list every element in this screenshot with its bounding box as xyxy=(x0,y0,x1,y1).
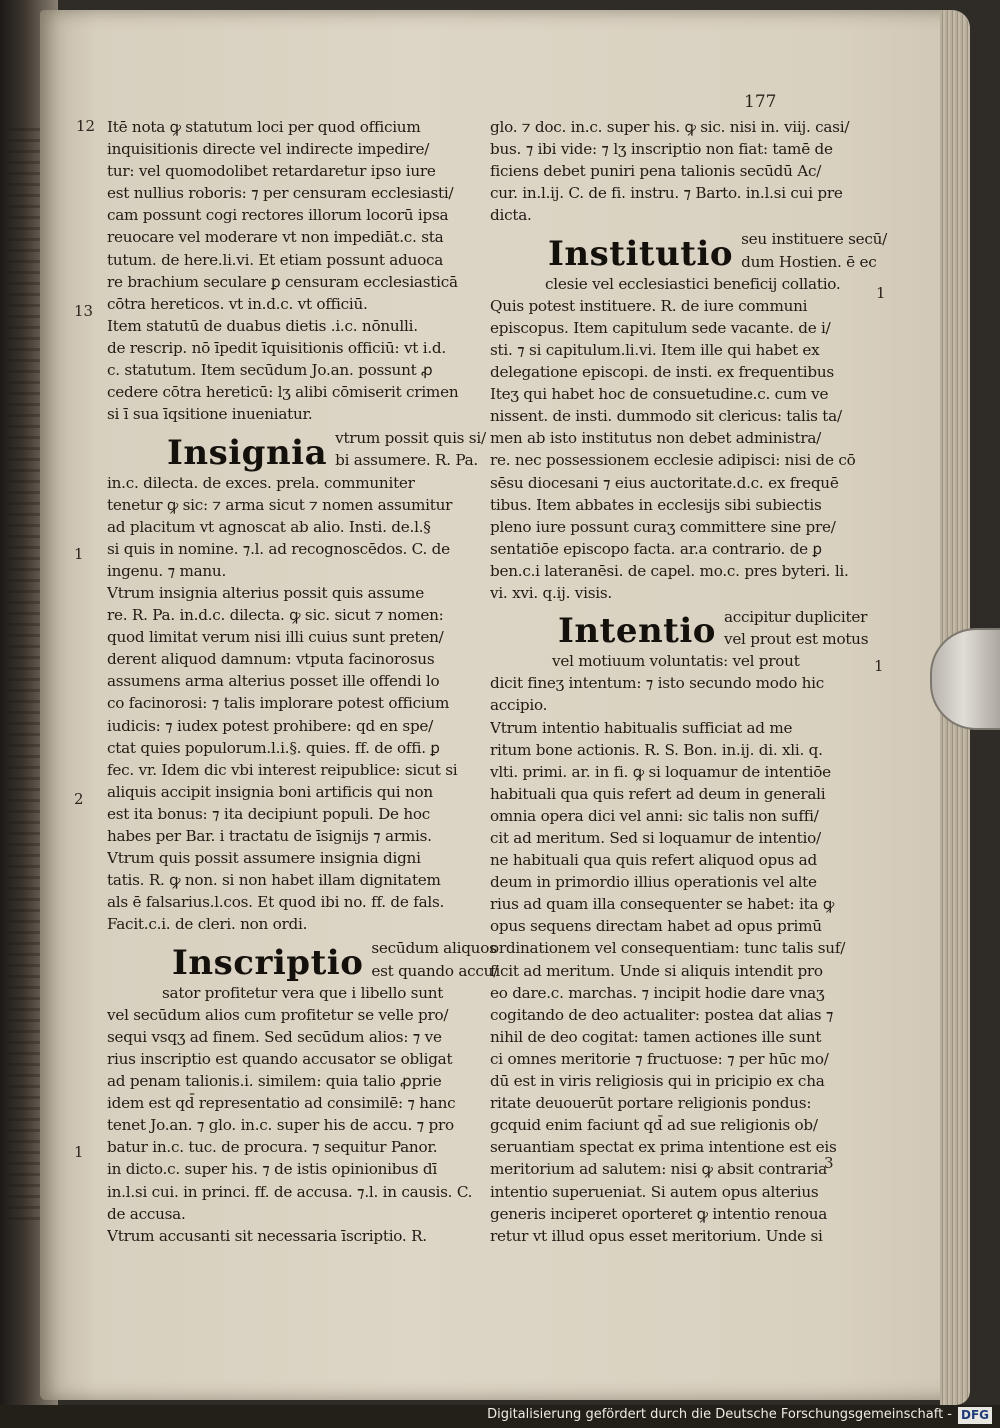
right-top-body xyxy=(490,116,862,226)
text-line: sentatiōe episcopo facta. ar.a contrario. de ꝑ xyxy=(490,539,822,558)
footer-credit-text: Digitalisierung gefördert durch die Deutsche Forschungsgemeinschaft - xyxy=(487,1407,952,1422)
insignia-body xyxy=(107,472,472,582)
text-line: co facinorosi: ⁊ talis implorare potest officium xyxy=(107,694,450,713)
inscriptio-body xyxy=(107,982,472,1225)
text-line: men ab isto institutus non debet administra/ xyxy=(490,429,822,448)
text-line: nissent. de insti. dummodo sit clericus: talis ta/ xyxy=(490,407,842,426)
text-line: deum in primordio illius operationis vel alte xyxy=(490,873,817,892)
text-line: rius inscriptio est quando accusator se obligat xyxy=(107,1049,453,1068)
paragraph-utrum-accusanti xyxy=(107,1225,472,1247)
text-line: ctat quies populorum.l.i.§. quies. ff. de offi. ꝑ xyxy=(107,738,440,757)
text-line: in dicto.c. super his. ⁊ de istis opinionibus dī xyxy=(107,1160,437,1179)
text-line: vel secūdum alios cum profitetur se velle pro/ xyxy=(107,1005,449,1024)
text-line: ordinationem vel consequentiam: tunc talis suf/ xyxy=(490,939,846,958)
text-line: ficiens debet puniri pena talionis secūdū Ac/ xyxy=(490,162,822,181)
text-line: Itē nota ꝙ statutum loci per quod officium xyxy=(107,118,421,136)
margin-number-1b: 1 xyxy=(74,1143,84,1161)
text-line: est ita bonus: ⁊ ita decipiunt populi. De hoc xyxy=(107,804,431,823)
text-line: cit ad meritum. Sed si loquamur de intentio/ xyxy=(490,829,821,847)
text-line: bi assumere. R. Pa. xyxy=(335,451,479,470)
text-line: de accusa. xyxy=(107,1204,186,1223)
heading-word: Institutio xyxy=(548,233,734,274)
text-line: tenet Jo.an. ⁊ glo. in.c. super his de accu. ⁊ pro xyxy=(107,1116,454,1135)
text-line: in.l.si cui. in princi. ff. de accusa. ⁊.l. in causis. C. xyxy=(107,1182,472,1201)
paragraph-utrum-insignia xyxy=(107,582,472,847)
text-line: omnia opera dici vel anni: sic talis non suffi/ xyxy=(490,806,819,825)
intentio-body xyxy=(490,650,862,716)
text-line: tutum. de here.li.vi. Et etiam possunt aduoca xyxy=(107,250,444,269)
text-line: de rescrip. nō īpedit īquisitionis officiū: vt i.d. xyxy=(107,338,446,357)
text-line: intentio superueniat. Si autem opus alterius xyxy=(490,1182,819,1201)
text-line: accipio. xyxy=(490,696,548,715)
heading-side-text xyxy=(371,937,498,981)
text-line: gcquid enim faciunt qd̄ ad sue religionis ob/ xyxy=(490,1116,818,1135)
text-line: rius ad quam illa consequenter se habet: ita ꝙ xyxy=(490,895,834,914)
text-line: dū est in viris religiosis qui in pricipio ex cha xyxy=(490,1072,825,1091)
heading-institutio xyxy=(490,228,888,274)
text-line: sator profitetur vera que i libello sunt xyxy=(162,983,444,1002)
signature-mark: 3 xyxy=(824,1154,834,1172)
text-line: accipitur dupliciter xyxy=(723,608,868,627)
text-line: derent aliquod damnum: vtputa facinorosus xyxy=(107,650,435,669)
text-line: si ī sua īqsitione inueniatur. xyxy=(107,405,313,424)
text-line: sequi vsqʒ ad finem. Sed secūdum alios: ⁊ ve xyxy=(107,1027,442,1046)
text-line: Item statutū de duabus dietis .i.c. nōnulli. xyxy=(107,316,418,335)
heading-side-text xyxy=(335,427,486,471)
text-line: vi. xvi. q.ij. visis. xyxy=(490,583,612,602)
text-line: ci omnes meritorie ⁊ fructuose: ⁊ per hūc mo/ xyxy=(490,1049,829,1068)
text-line: episcopus. Item capitulum sede vacante. de i/ xyxy=(490,318,831,337)
text-line: ficit ad meritum. Unde si aliquis intendit pro xyxy=(490,961,823,980)
heading-intentio xyxy=(490,606,869,652)
text-line: assumens arma alterius posset ille offendi lo xyxy=(107,672,440,691)
text-line: tenetur ꝙ sic: ⁊ arma sicut ⁊ nomen assumitur xyxy=(107,495,453,514)
text-line: aliquis accipit insignia boni artificis qui non xyxy=(107,782,433,801)
margin-number-13: 13 xyxy=(74,302,94,320)
margin-number-12: 12 xyxy=(76,117,96,135)
text-line: Vtrum intentio habitualis sufficiat ad me xyxy=(490,718,793,737)
text-line: Vtrum quis possit assumere insignia digni xyxy=(107,849,421,868)
heading-inscriptio xyxy=(107,937,499,983)
heading-word: Inscriptio xyxy=(172,942,364,983)
text-line: fec. vr. Idem dic vbi interest reipublice: sicut si xyxy=(107,760,458,779)
text-line: vel motiuum voluntatis: vel prout xyxy=(552,652,800,671)
margin-number-right-1: 1 xyxy=(876,284,886,302)
text-line: iudicis: ⁊ iudex potest prohibere: qd en spe/ xyxy=(107,716,434,735)
text-line: inquisitionis directe vel indirecte impedire/ xyxy=(107,140,430,159)
text-line: ritate deuouerūt portare religionis pondus: xyxy=(490,1094,812,1113)
text-line: Vtrum accusanti sit necessaria īscriptio. R. xyxy=(107,1226,427,1245)
text-line: habituali qua quis refert ad deum in generali xyxy=(490,784,826,803)
margin-number-2: 2 xyxy=(74,790,84,808)
text-line: sēsu diocesani ⁊ eius auctoritate.d.c. ex frequē xyxy=(490,473,839,492)
text-line: clesie vel ecclesiastici beneficij collatio. xyxy=(545,274,841,293)
text-line: re brachium seculare ꝑ censuram ecclesiasticā xyxy=(107,272,458,291)
text-line: opus sequens directam habet ad opus primū xyxy=(490,917,822,936)
text-line: ad penam talionis.i. similem: quia talio ꝓprie xyxy=(107,1072,442,1091)
text-line: ne habituali qua quis refert aliquod opus ad xyxy=(490,851,817,870)
text-line: idem est qd̄ representatio ad consimilē: ⁊ hanc xyxy=(107,1094,456,1113)
text-line: sti. ⁊ si capitulum.li.vi. Item ille qui habet ex xyxy=(490,340,820,359)
text-line: pleno iure possunt curaʒ committere sine pre/ xyxy=(490,517,836,536)
margin-number-right-1b: 1 xyxy=(874,657,884,675)
text-line: eo dare.c. marchas. ⁊ incipit hodie dare vnaʒ xyxy=(490,983,825,1002)
text-line: ad placitum vt agnoscat ab alio. Insti. de.l.§ xyxy=(107,517,431,536)
margin-number-1: 1 xyxy=(74,545,84,563)
institutio-body xyxy=(490,273,862,604)
text-line: cōtra hereticos. vt in.d.c. vt officiū. xyxy=(107,294,368,313)
text-line: reuocare vel moderare vt non impediāt.c. sta xyxy=(107,228,444,247)
heading-insignia xyxy=(107,427,486,473)
text-line: vtrum possit quis si/ xyxy=(335,429,486,448)
text-line: secūdum aliquos xyxy=(371,939,497,958)
paragraph-13 xyxy=(107,315,472,425)
paragraph-12 xyxy=(107,116,472,315)
text-line: seruantiam spectat ex prima intentione est eis xyxy=(490,1138,837,1157)
text-line: Quis potest instituere. R. de iure communi xyxy=(490,296,808,315)
text-line: dicta. xyxy=(490,206,532,225)
text-line: dum Hostien. ē ec xyxy=(741,252,877,271)
text-line: est nullius roboris: ⁊ per censuram ecclesiasti/ xyxy=(107,184,454,203)
right-column xyxy=(490,116,888,1247)
text-line: delegatione episcopi. de insti. ex frequentibus xyxy=(490,363,834,382)
text-line: cedere cōtra hereticū: lʒ alibi cōmiserit crimen xyxy=(107,383,459,402)
text-line: tur: vel quomodolibet retardaretur ipso iure xyxy=(107,162,436,181)
text-line: quod limitat verum nisi illi cuius sunt preten/ xyxy=(107,628,444,647)
text-line: re. R. Pa. in.d.c. dilecta. ꝙ sic. sicut ⁊ nomen: xyxy=(107,606,444,625)
text-line: meritorium ad salutem: nisi ꝙ absit contraria xyxy=(490,1160,827,1179)
text-line: c. statutum. Item secūdum Jo.an. possunt ꝓ xyxy=(107,361,433,380)
text-line: ingenu. ⁊ manu. xyxy=(107,561,227,580)
text-line: tatis. R. ꝙ non. si non habet illam dignitatem xyxy=(107,871,441,890)
text-line: dicit fineʒ intentum: ⁊ isto secundo modo hic xyxy=(490,674,825,693)
folio-number: 177 xyxy=(744,92,777,112)
heading-word: Intentio xyxy=(558,611,716,652)
text-line: Iteʒ qui habet hoc de consuetudine.c. cum ve xyxy=(490,385,829,404)
text-line: si quis in nomine. ⁊.l. ad recognoscēdos. C. de xyxy=(107,539,450,558)
text-line: Facit.c.i. de cleri. non ordi. xyxy=(107,915,308,934)
text-line: cogitando de deo actualiter: postea dat alias ⁊ xyxy=(490,1005,834,1024)
text-line: habes per Bar. i tractatu de īsignijs ⁊ armis. xyxy=(107,827,432,845)
text-line: glo. ⁊ doc. in.c. super his. ꝙ sic. nisi in. viij. casi/ xyxy=(490,118,850,136)
text-line: nihil de deo cogitat: tamen actiones ille sunt xyxy=(490,1027,822,1046)
text-line: retur vt illud opus esset meritorium. Unde si xyxy=(490,1226,823,1245)
text-line: cam possunt cogi rectores illorum locorū ipsa xyxy=(107,206,449,225)
text-line: bus. ⁊ ibi vide: ⁊ lʒ inscriptio non fiat: tamē de xyxy=(490,140,833,159)
left-column xyxy=(107,116,499,1247)
text-line: seu instituere secū/ xyxy=(741,230,888,249)
text-line: re. nec possessionem ecclesie adipisci: nisi de cō xyxy=(490,451,856,470)
paragraph-utrum-intentio xyxy=(490,717,862,1247)
text-line: als ē falsarius.l.cos. Et quod ibi no. ff. de fals. xyxy=(107,893,445,912)
text-line: cur. in.l.ij. C. de fi. instru. ⁊ Barto. in.l.si cui pre xyxy=(490,184,843,203)
text-line: in.c. dilecta. de exces. prela. communiter xyxy=(107,473,415,492)
text-line: ben.c.i lateranēsi. de capel. mo.c. pres byteri. li. xyxy=(490,561,849,580)
dfg-logo: DFG xyxy=(958,1407,992,1424)
text-line: Vtrum insignia alterius possit quis assume xyxy=(107,583,424,602)
text-line: vel prout est motus xyxy=(723,630,869,649)
paragraph-utrum-dignitatis xyxy=(107,847,472,935)
heading-word: Insignia xyxy=(167,432,328,473)
heading-side-text xyxy=(741,228,887,272)
text-line: generis inciperet oporteret ꝙ intentio renoua xyxy=(490,1204,828,1223)
text-line: ritum bone actionis. R. S. Bon. in.ij. di. xli. q. xyxy=(490,740,823,759)
text-line: est quando accu/ xyxy=(371,961,499,980)
text-line: tibus. Item abbates in ecclesijs sibi subiectis xyxy=(490,495,822,514)
text-line: vlti. primi. ar. in fi. ꝙ si loquamur de intentiōe xyxy=(490,762,831,781)
heading-side-text xyxy=(724,606,868,650)
text-line: batur in.c. tuc. de procura. ⁊ sequitur Panor. xyxy=(107,1138,438,1157)
